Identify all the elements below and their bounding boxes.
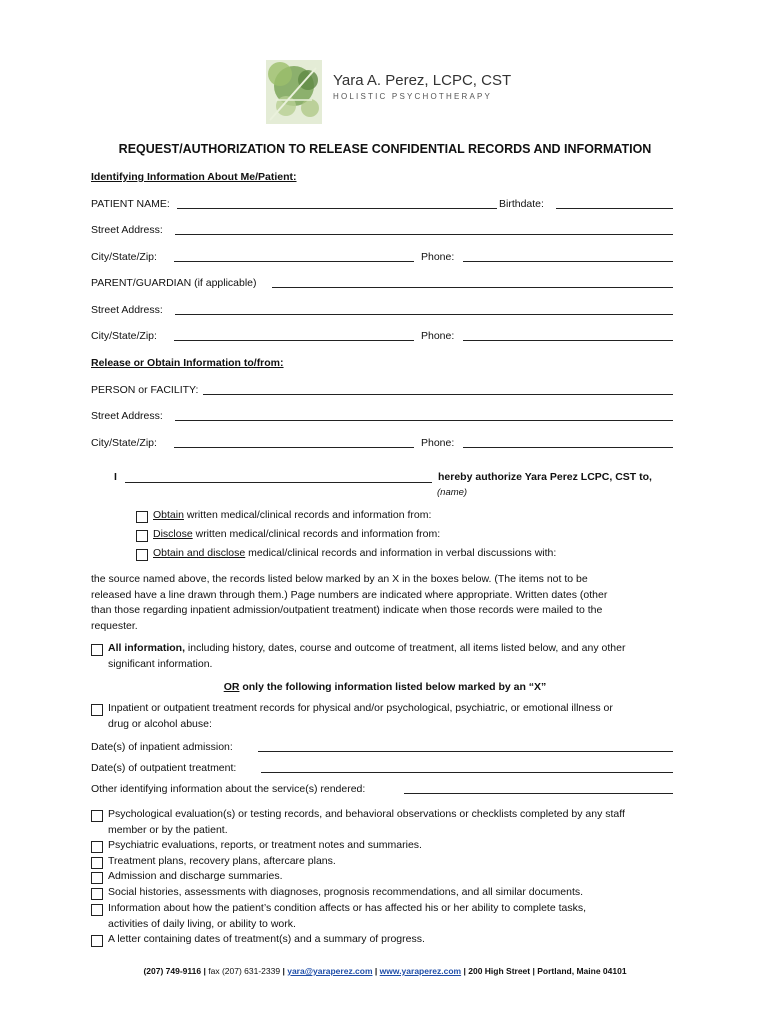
inpatient-line: Inpatient or outpatient treatment records for physical and/or psychological, psychiatric, or emotional illness or	[108, 702, 613, 714]
item-checkbox[interactable]	[91, 935, 103, 947]
birthdate-field[interactable]	[556, 208, 673, 209]
name-caption: (name)	[437, 487, 468, 498]
street2-field[interactable]	[175, 314, 673, 315]
option-rest: written medical/clinical records and information from:	[183, 509, 432, 521]
person-field[interactable]	[203, 394, 673, 395]
item-checkbox[interactable]	[91, 841, 103, 853]
section-heading-release: Release or Obtain Information to/from:	[91, 357, 284, 369]
footer-sep: |	[282, 966, 285, 976]
option-checkbox[interactable]	[136, 549, 148, 561]
outpatient-date-field[interactable]	[261, 772, 673, 773]
phone-field[interactable]	[463, 261, 673, 262]
phone2-field[interactable]	[463, 340, 673, 341]
authorize-text: hereby authorize Yara Perez LCPC, CST to,	[438, 471, 652, 483]
option-rest: medical/clinical records and information in verbal discussions with:	[245, 547, 557, 559]
all-info-checkbox[interactable]	[91, 644, 103, 656]
other-info-label: Other identifying information about the service(s) rendered:	[91, 783, 366, 795]
option-text	[153, 547, 556, 559]
footer-fax: fax (207) 631-2339	[208, 966, 281, 976]
patient-name-label: PATIENT NAME:	[91, 198, 170, 210]
footer-email-link[interactable]: yara@yaraperez.com	[287, 966, 373, 976]
patient-name-field[interactable]	[177, 208, 497, 209]
practice-name: Yara A. Perez, LCPC, CST	[333, 72, 512, 89]
source-line: requester.	[91, 619, 138, 632]
person-label: PERSON or FACILITY:	[91, 384, 199, 396]
inpatient-date-field[interactable]	[258, 751, 673, 752]
guardian-label: PARENT/GUARDIAN (if applicable)	[91, 277, 257, 289]
item-line: Information about how the patient’s condition affects or has affected his or her ability to complete tasks,	[108, 902, 587, 914]
inpatient-date-label: Date(s) of inpatient admission:	[91, 741, 233, 753]
option-checkbox[interactable]	[136, 530, 148, 542]
option-text	[153, 509, 431, 521]
city-label: City/State/Zip:	[91, 251, 157, 263]
outpatient-date-label: Date(s) of outpatient treatment:	[91, 762, 237, 774]
footer-address: 200 High Street	[468, 966, 531, 976]
item-checkbox[interactable]	[91, 857, 103, 869]
release-street-label: Street Address:	[91, 410, 163, 422]
authorize-i: I	[114, 471, 117, 483]
item-text	[108, 932, 425, 948]
all-info-line2: significant information.	[108, 657, 213, 670]
item-text	[108, 807, 625, 838]
guardian-field[interactable]	[272, 287, 673, 288]
all-info-text	[108, 641, 625, 672]
item-checkbox[interactable]	[91, 810, 103, 822]
authorizer-name-field[interactable]	[125, 482, 432, 483]
item-line: Psychiatric evaluations, reports, or treatment notes and summaries.	[108, 839, 422, 851]
option-verb: Obtain and disclose	[153, 547, 246, 559]
item-line: Treatment plans, recovery plans, aftercare plans.	[108, 855, 336, 867]
street-label: Street Address:	[91, 224, 163, 236]
city-field[interactable]	[174, 261, 414, 262]
item-text	[108, 838, 422, 854]
option-verb: Obtain	[153, 509, 184, 521]
item-line: A letter containing dates of treatment(s) and a summary of progress.	[108, 933, 425, 945]
source-line: than those regarding inpatient admission/outpatient treatment) indicate when those records were mailed to the	[91, 604, 603, 616]
item-line: member or by the patient.	[108, 823, 228, 836]
option-rest: written medical/clinical records and information from:	[192, 528, 441, 540]
option-verb: Disclose	[153, 528, 193, 540]
or-line	[0, 681, 770, 693]
footer-sep: |	[374, 966, 378, 976]
item-line: activities of daily living, or ability to work.	[108, 917, 296, 930]
or-word: OR	[223, 681, 240, 693]
or-rest: only the following information listed below marked by an “X”	[239, 681, 547, 693]
source-line: the source named above, the records listed below marked by an X in the boxes below. (The items not to be	[91, 573, 588, 585]
item-line: Social histories, assessments with diagnoses, prognosis recommendations, and all similar documents.	[108, 886, 584, 898]
item-checkbox[interactable]	[91, 888, 103, 900]
street-field[interactable]	[175, 234, 673, 235]
release-phone-field[interactable]	[463, 447, 673, 448]
all-info-bold: All information,	[108, 642, 185, 654]
release-phone-label: Phone:	[421, 437, 455, 449]
option-checkbox[interactable]	[136, 511, 148, 523]
item-line: Admission and discharge summaries.	[108, 870, 283, 882]
source-paragraph	[91, 572, 607, 634]
option-text	[153, 528, 440, 540]
item-text	[108, 901, 586, 932]
birthdate-label: Birthdate:	[499, 198, 544, 210]
item-checkbox[interactable]	[91, 872, 103, 884]
page-title: REQUEST/AUTHORIZATION TO RELEASE CONFIDENTIAL RECORDS AND INFORMATION	[118, 142, 652, 156]
practice-tagline: HOLISTIC PSYCHOTHERAPY	[333, 92, 493, 101]
phone-label: Phone:	[421, 251, 455, 263]
source-line: released have a line drawn through them.) Page numbers are indicated where appropriate. Written dates (other	[91, 588, 608, 601]
footer-sep: |	[532, 966, 535, 976]
release-city-label: City/State/Zip:	[91, 437, 157, 449]
inpatient-line: drug or alcohol abuse:	[108, 717, 212, 730]
section-heading-patient: Identifying Information About Me/Patient:	[91, 171, 297, 183]
other-info-field[interactable]	[404, 793, 673, 794]
item-text	[108, 854, 336, 870]
inpatient-text	[108, 701, 613, 732]
release-street-field[interactable]	[175, 420, 673, 421]
footer-city: Portland, Maine 04101	[537, 966, 627, 976]
item-line: Psychological evaluation(s) or testing records, and behavioral observations or checklists completed by any staff	[108, 808, 625, 820]
city2-label: City/State/Zip:	[91, 330, 157, 342]
city2-field[interactable]	[174, 340, 414, 341]
logo	[266, 60, 322, 124]
leaf-logo-icon	[266, 60, 322, 124]
footer-phone: (207) 749-9116	[143, 966, 202, 976]
item-text	[108, 869, 283, 885]
item-checkbox[interactable]	[91, 904, 103, 916]
footer	[0, 966, 770, 976]
footer-web-link[interactable]: www.yaraperez.com	[379, 966, 462, 976]
footer-sep: |	[463, 966, 466, 976]
inpatient-checkbox[interactable]	[91, 704, 103, 716]
release-city-field[interactable]	[174, 447, 414, 448]
footer-sep: |	[203, 966, 206, 976]
street2-label: Street Address:	[91, 304, 163, 316]
all-info-rest: including history, dates, course and outcome of treatment, all items listed below, and any other	[185, 642, 626, 654]
phone2-label: Phone:	[421, 330, 455, 342]
item-text	[108, 885, 583, 901]
